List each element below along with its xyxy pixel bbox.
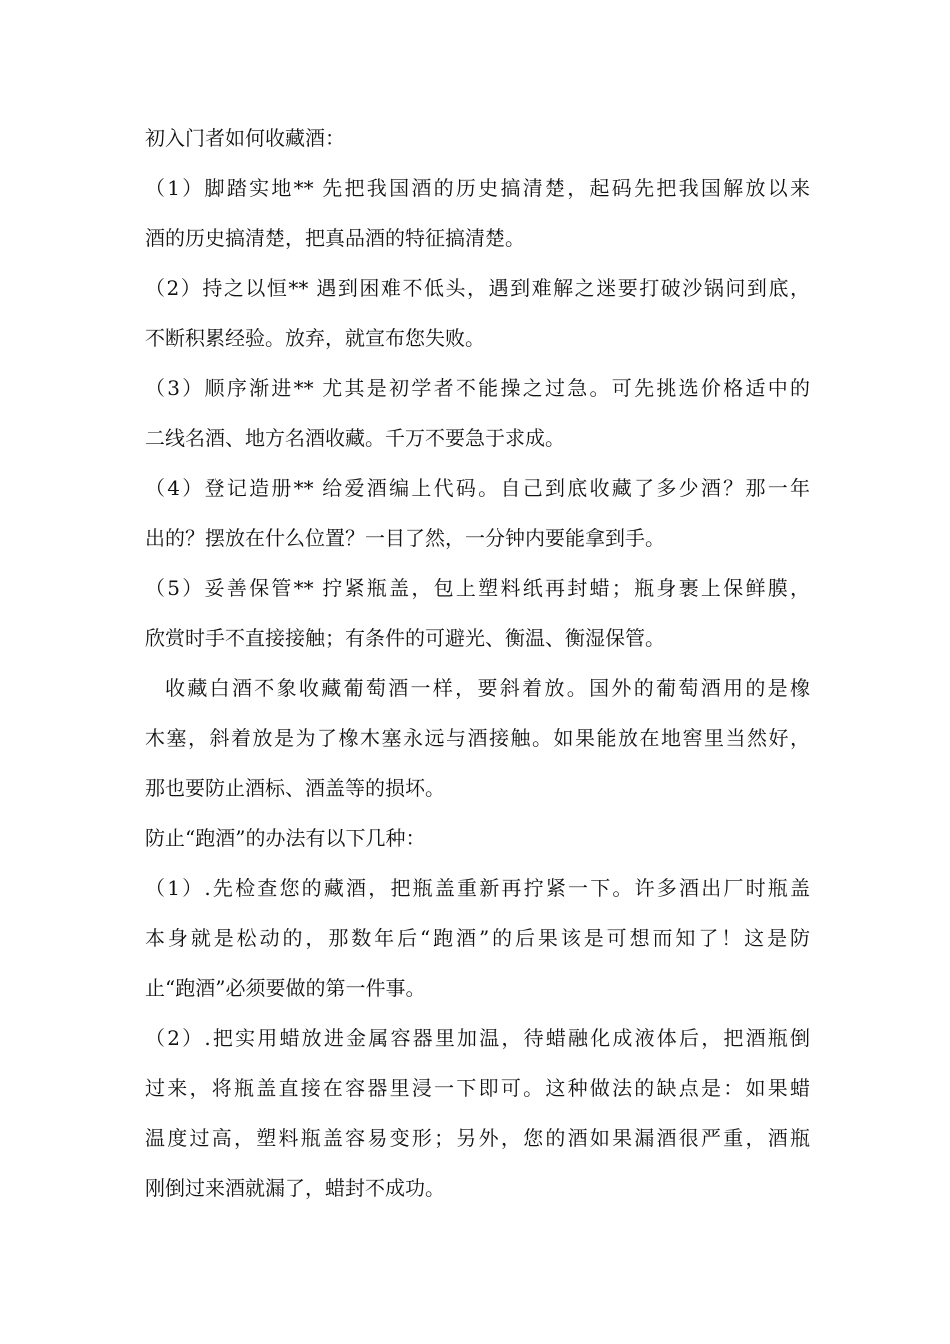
text-line: （5）妥善保管** 拧紧瓶盖，包上塑料纸再封蜡；瓶身裹上保鲜膜， — [145, 576, 810, 600]
heading-collect: 初入门者如何收藏酒： — [145, 126, 345, 150]
text-line: （2）.把实用蜡放进金属容器里加温，待蜡融化成液体后，把酒瓶倒 — [145, 1026, 810, 1050]
text-line: （1）.先检查您的藏酒，把瓶盖重新再拧紧一下。许多酒出厂时瓶盖 — [145, 876, 810, 900]
text-line: 那也要防止酒标、酒盖等的损坏。 — [145, 776, 445, 800]
document-body — [145, 113, 810, 1213]
text-line: 收藏白酒不象收藏葡萄酒一样，要斜着放。国外的葡萄酒用的是橡 — [165, 676, 810, 700]
text-line: 出的？摆放在什么位置？一目了然，一分钟内要能拿到手。 — [145, 526, 665, 550]
text-line: （1）脚踏实地** 先把我国酒的历史搞清楚，起码先把我国解放以来 — [145, 176, 810, 200]
text-line: 二线名酒、地方名酒收藏。千万不要急于求成。 — [145, 426, 565, 450]
text-line: 过来，将瓶盖直接在容器里浸一下即可。这种做法的缺点是：如果蜡 — [145, 1076, 810, 1100]
heading-prevent: 防止“跑酒”的办法有以下几种： — [145, 826, 426, 850]
text-line: 本身就是松动的，那数年后“跑酒”的后果该是可想而知了！这是防 — [145, 926, 810, 950]
text-line: （3）顺序渐进** 尤其是初学者不能操之过急。可先挑选价格适中的 — [145, 376, 810, 400]
text-line: （4）登记造册** 给爱酒编上代码。自己到底收藏了多少酒？那一年 — [145, 476, 810, 500]
text-line: （2）持之以恒** 遇到困难不低头，遇到难解之迷要打破沙锅问到底， — [145, 276, 810, 300]
text-line: 木塞，斜着放是为了橡木塞永远与酒接触。如果能放在地窖里当然好， — [145, 726, 810, 750]
text-line: 欣赏时手不直接接触；有条件的可避光、衡温、衡湿保管。 — [145, 626, 665, 650]
text-line: 刚倒过来酒就漏了，蜡封不成功。 — [145, 1176, 445, 1200]
text-line: 不断积累经验。放弃，就宣布您失败。 — [145, 326, 485, 350]
text-line: 酒的历史搞清楚，把真品酒的特征搞清楚。 — [145, 226, 525, 250]
text-line: 止“跑酒”必须要做的第一件事。 — [145, 976, 426, 1000]
text-line: 温度过高，塑料瓶盖容易变形；另外，您的酒如果漏酒很严重，酒瓶 — [145, 1126, 810, 1150]
